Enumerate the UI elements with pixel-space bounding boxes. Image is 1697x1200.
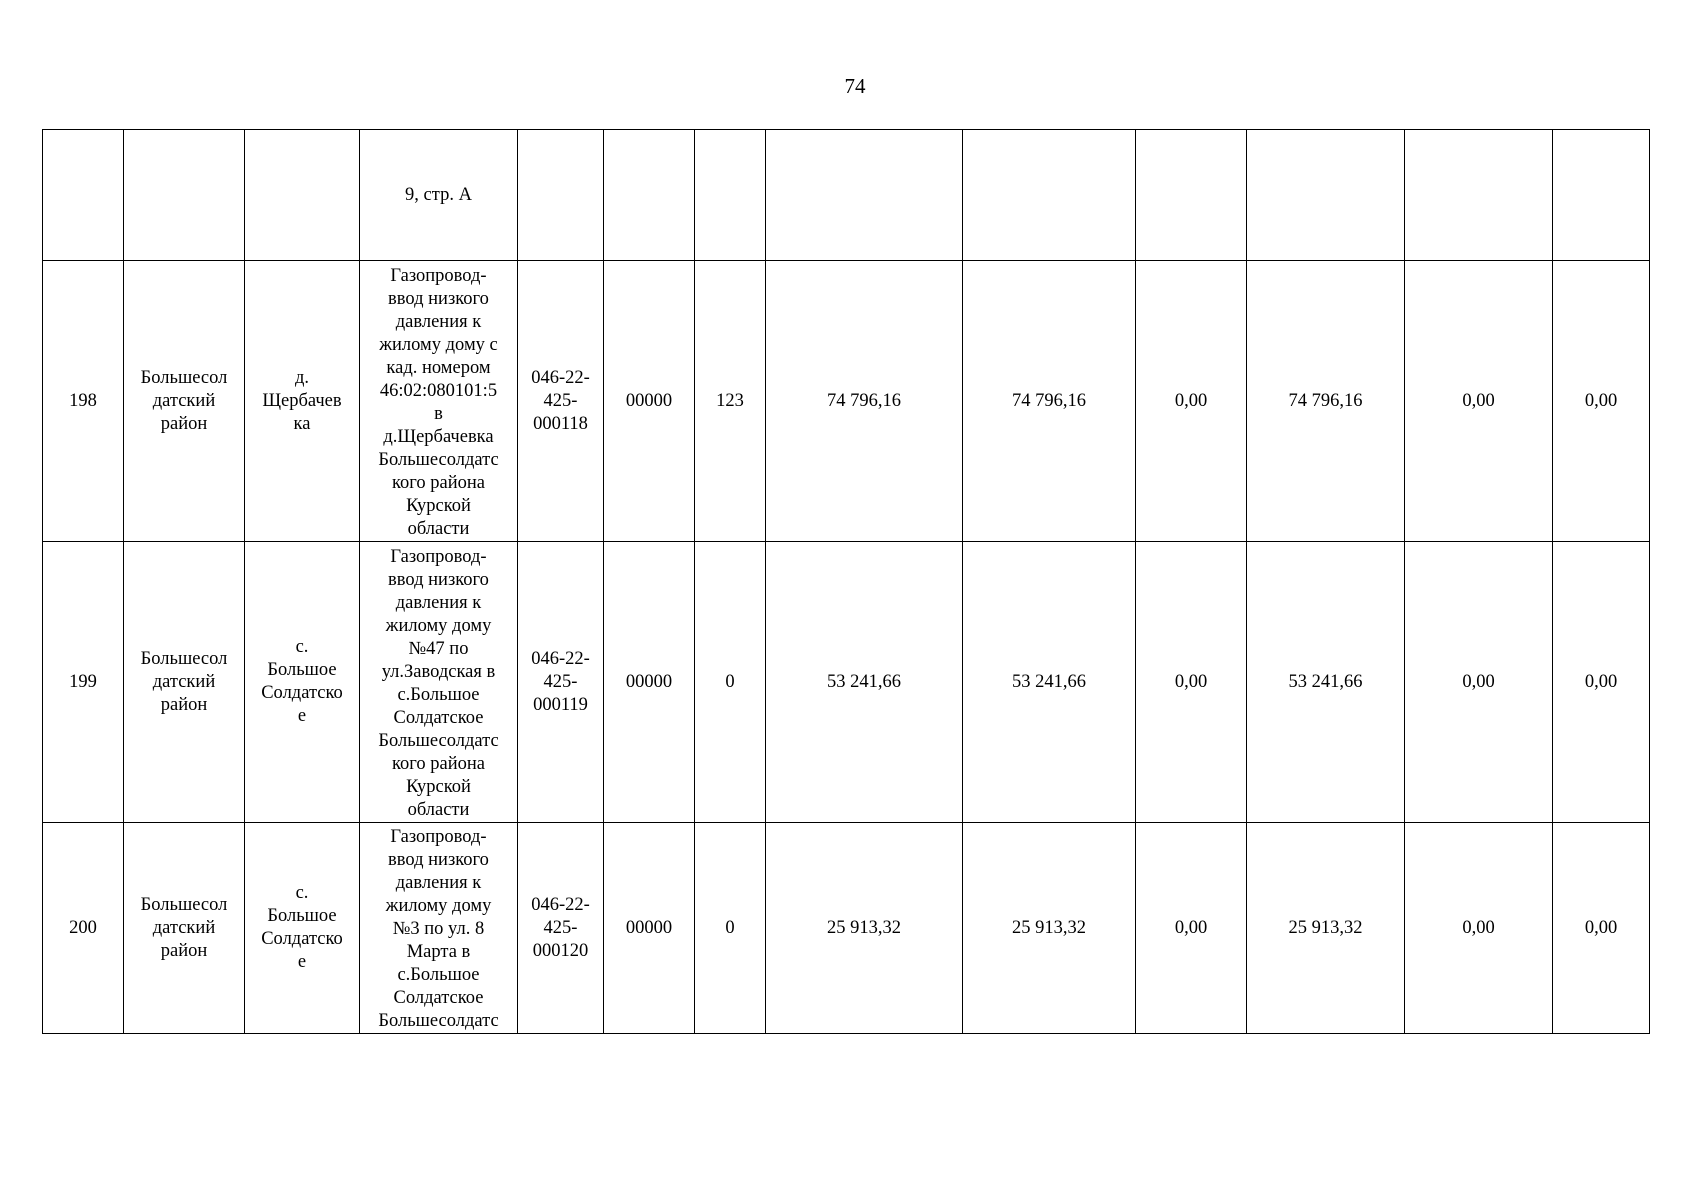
col6-cell: 00000 (604, 823, 695, 1034)
settlement-line: Щербачев (262, 390, 342, 411)
settlement-line: е (297, 706, 307, 726)
amount-cell: 25 913,32 (766, 823, 963, 1034)
col7-cell: 0 (695, 823, 766, 1034)
description-line: №47 по (408, 639, 469, 659)
description-line: кого района (391, 754, 486, 774)
register-table (42, 129, 1650, 1034)
description-line: Солдатское (393, 708, 484, 728)
code-cell (518, 261, 604, 542)
settlement-line: с. (295, 883, 309, 903)
page-number: 74 (844, 74, 866, 98)
district-line: район (160, 694, 208, 715)
description-cell (360, 261, 518, 542)
amount-cell: 53 241,66 (963, 542, 1136, 823)
amount-cell: 0,00 (1405, 823, 1553, 1034)
district-line: датский (152, 917, 216, 938)
district-cell (124, 261, 245, 542)
description-line: области (407, 800, 470, 820)
settlement-line: Большое (267, 906, 337, 926)
district-line: Большесол (140, 367, 228, 388)
amount-cell: 0,00 (1553, 823, 1650, 1034)
code-line: 000120 (532, 940, 589, 961)
description-line: жилому дому с (379, 335, 498, 355)
col7-cell: 0 (695, 542, 766, 823)
settlement-cell (245, 823, 360, 1034)
code-line: 046-22- (531, 894, 590, 915)
amount-cell (1405, 130, 1553, 261)
settlement-line: Солдатско (261, 683, 343, 703)
code-line: 425- (543, 671, 578, 692)
amount-cell: 25 913,32 (963, 823, 1136, 1034)
description-line: Курской (406, 496, 471, 516)
code-line: 046-22- (531, 367, 590, 388)
amount-cell: 0,00 (1553, 261, 1650, 542)
description-line: с.Большое (397, 685, 480, 705)
settlement-line: Солдатско (261, 929, 343, 949)
district-cell (124, 130, 245, 261)
district-line: датский (152, 671, 216, 692)
description-line: давления к (395, 312, 482, 332)
description-line: Газопровод- (390, 827, 487, 847)
amount-cell: 0,00 (1136, 823, 1247, 1034)
description-line: д.Щербачевка (383, 427, 494, 447)
district-line: датский (152, 390, 216, 411)
description-line: с.Большое (397, 965, 480, 985)
code-cell (518, 542, 604, 823)
col6-cell (604, 130, 695, 261)
amount-cell: 53 241,66 (1247, 542, 1405, 823)
description-line: ул.Заводская в (381, 662, 496, 682)
amount-cell: 0,00 (1136, 261, 1247, 542)
table-row (43, 823, 1650, 1034)
description-line: Газопровод- (390, 266, 487, 286)
description-line: ввод низкого (388, 570, 489, 590)
col6-cell: 00000 (604, 542, 695, 823)
amount-cell (1553, 130, 1650, 261)
description-line: ввод низкого (388, 850, 489, 870)
description-cell (360, 823, 518, 1034)
amount-cell: 74 796,16 (963, 261, 1136, 542)
continuation-row (43, 130, 1650, 261)
amount-cell: 74 796,16 (1247, 261, 1405, 542)
amount-cell: 0,00 (1405, 261, 1553, 542)
col6-cell: 00000 (604, 261, 695, 542)
description-line: кад. номером (386, 358, 491, 378)
description-line: 9, стр. А (405, 184, 472, 205)
description-line: жилому дому (385, 896, 492, 916)
amount-cell (1247, 130, 1405, 261)
code-line: 000118 (533, 413, 588, 434)
description-line: №3 по ул. 8 (392, 919, 485, 939)
col7-cell: 123 (695, 261, 766, 542)
district-cell (124, 542, 245, 823)
district-cell (124, 823, 245, 1034)
amount-cell (963, 130, 1136, 261)
row-number: 200 (43, 823, 124, 1034)
amount-cell: 74 796,16 (766, 261, 963, 542)
description-line: Большесолдатс (378, 731, 499, 751)
settlement-cell (245, 261, 360, 542)
code-line: 046-22- (531, 648, 590, 669)
description-cell (360, 542, 518, 823)
col7-cell (695, 130, 766, 261)
description-line: 46:02:080101:5 (379, 381, 498, 401)
amount-cell: 0,00 (1405, 542, 1553, 823)
num-cell (43, 130, 124, 261)
settlement-line: Большое (267, 660, 337, 680)
description-line: давления к (395, 593, 482, 613)
description-cell (360, 130, 518, 261)
amount-cell: 25 913,32 (1247, 823, 1405, 1034)
table-row (43, 261, 1650, 542)
row-number: 198 (43, 261, 124, 542)
district-line: Большесол (140, 648, 228, 669)
amount-cell: 0,00 (1553, 542, 1650, 823)
amount-cell: 0,00 (1136, 542, 1247, 823)
description-line: ввод низкого (388, 289, 489, 309)
code-line: 000119 (533, 694, 588, 715)
code-cell (518, 130, 604, 261)
row-number: 199 (43, 542, 124, 823)
settlement-line: е (297, 952, 307, 972)
description-line: Солдатское (393, 988, 484, 1008)
code-line: 425- (543, 917, 578, 938)
district-line: район (160, 940, 208, 961)
amount-cell (1136, 130, 1247, 261)
description-line: в (434, 404, 443, 424)
settlement-line: с. (295, 637, 309, 657)
district-line: район (160, 413, 208, 434)
description-line: Марта в (406, 942, 471, 962)
settlement-line: д. (294, 367, 310, 388)
amount-cell: 53 241,66 (766, 542, 963, 823)
description-line: кого района (391, 473, 486, 493)
code-cell (518, 823, 604, 1034)
code-line: 425- (543, 390, 578, 411)
description-line: давления к (395, 873, 482, 893)
description-line: Газопровод- (390, 547, 487, 567)
description-line: области (407, 519, 470, 539)
amount-cell (766, 130, 963, 261)
description-line: Курской (406, 777, 471, 797)
description-line: Большесолдатс (378, 1011, 499, 1031)
district-line: Большесол (140, 894, 228, 915)
description-line: Большесолдатс (378, 450, 499, 470)
settlement-line: ка (293, 413, 311, 434)
table-row (43, 542, 1650, 823)
settlement-cell (245, 130, 360, 261)
settlement-cell (245, 542, 360, 823)
description-line: жилому дому (385, 616, 492, 636)
